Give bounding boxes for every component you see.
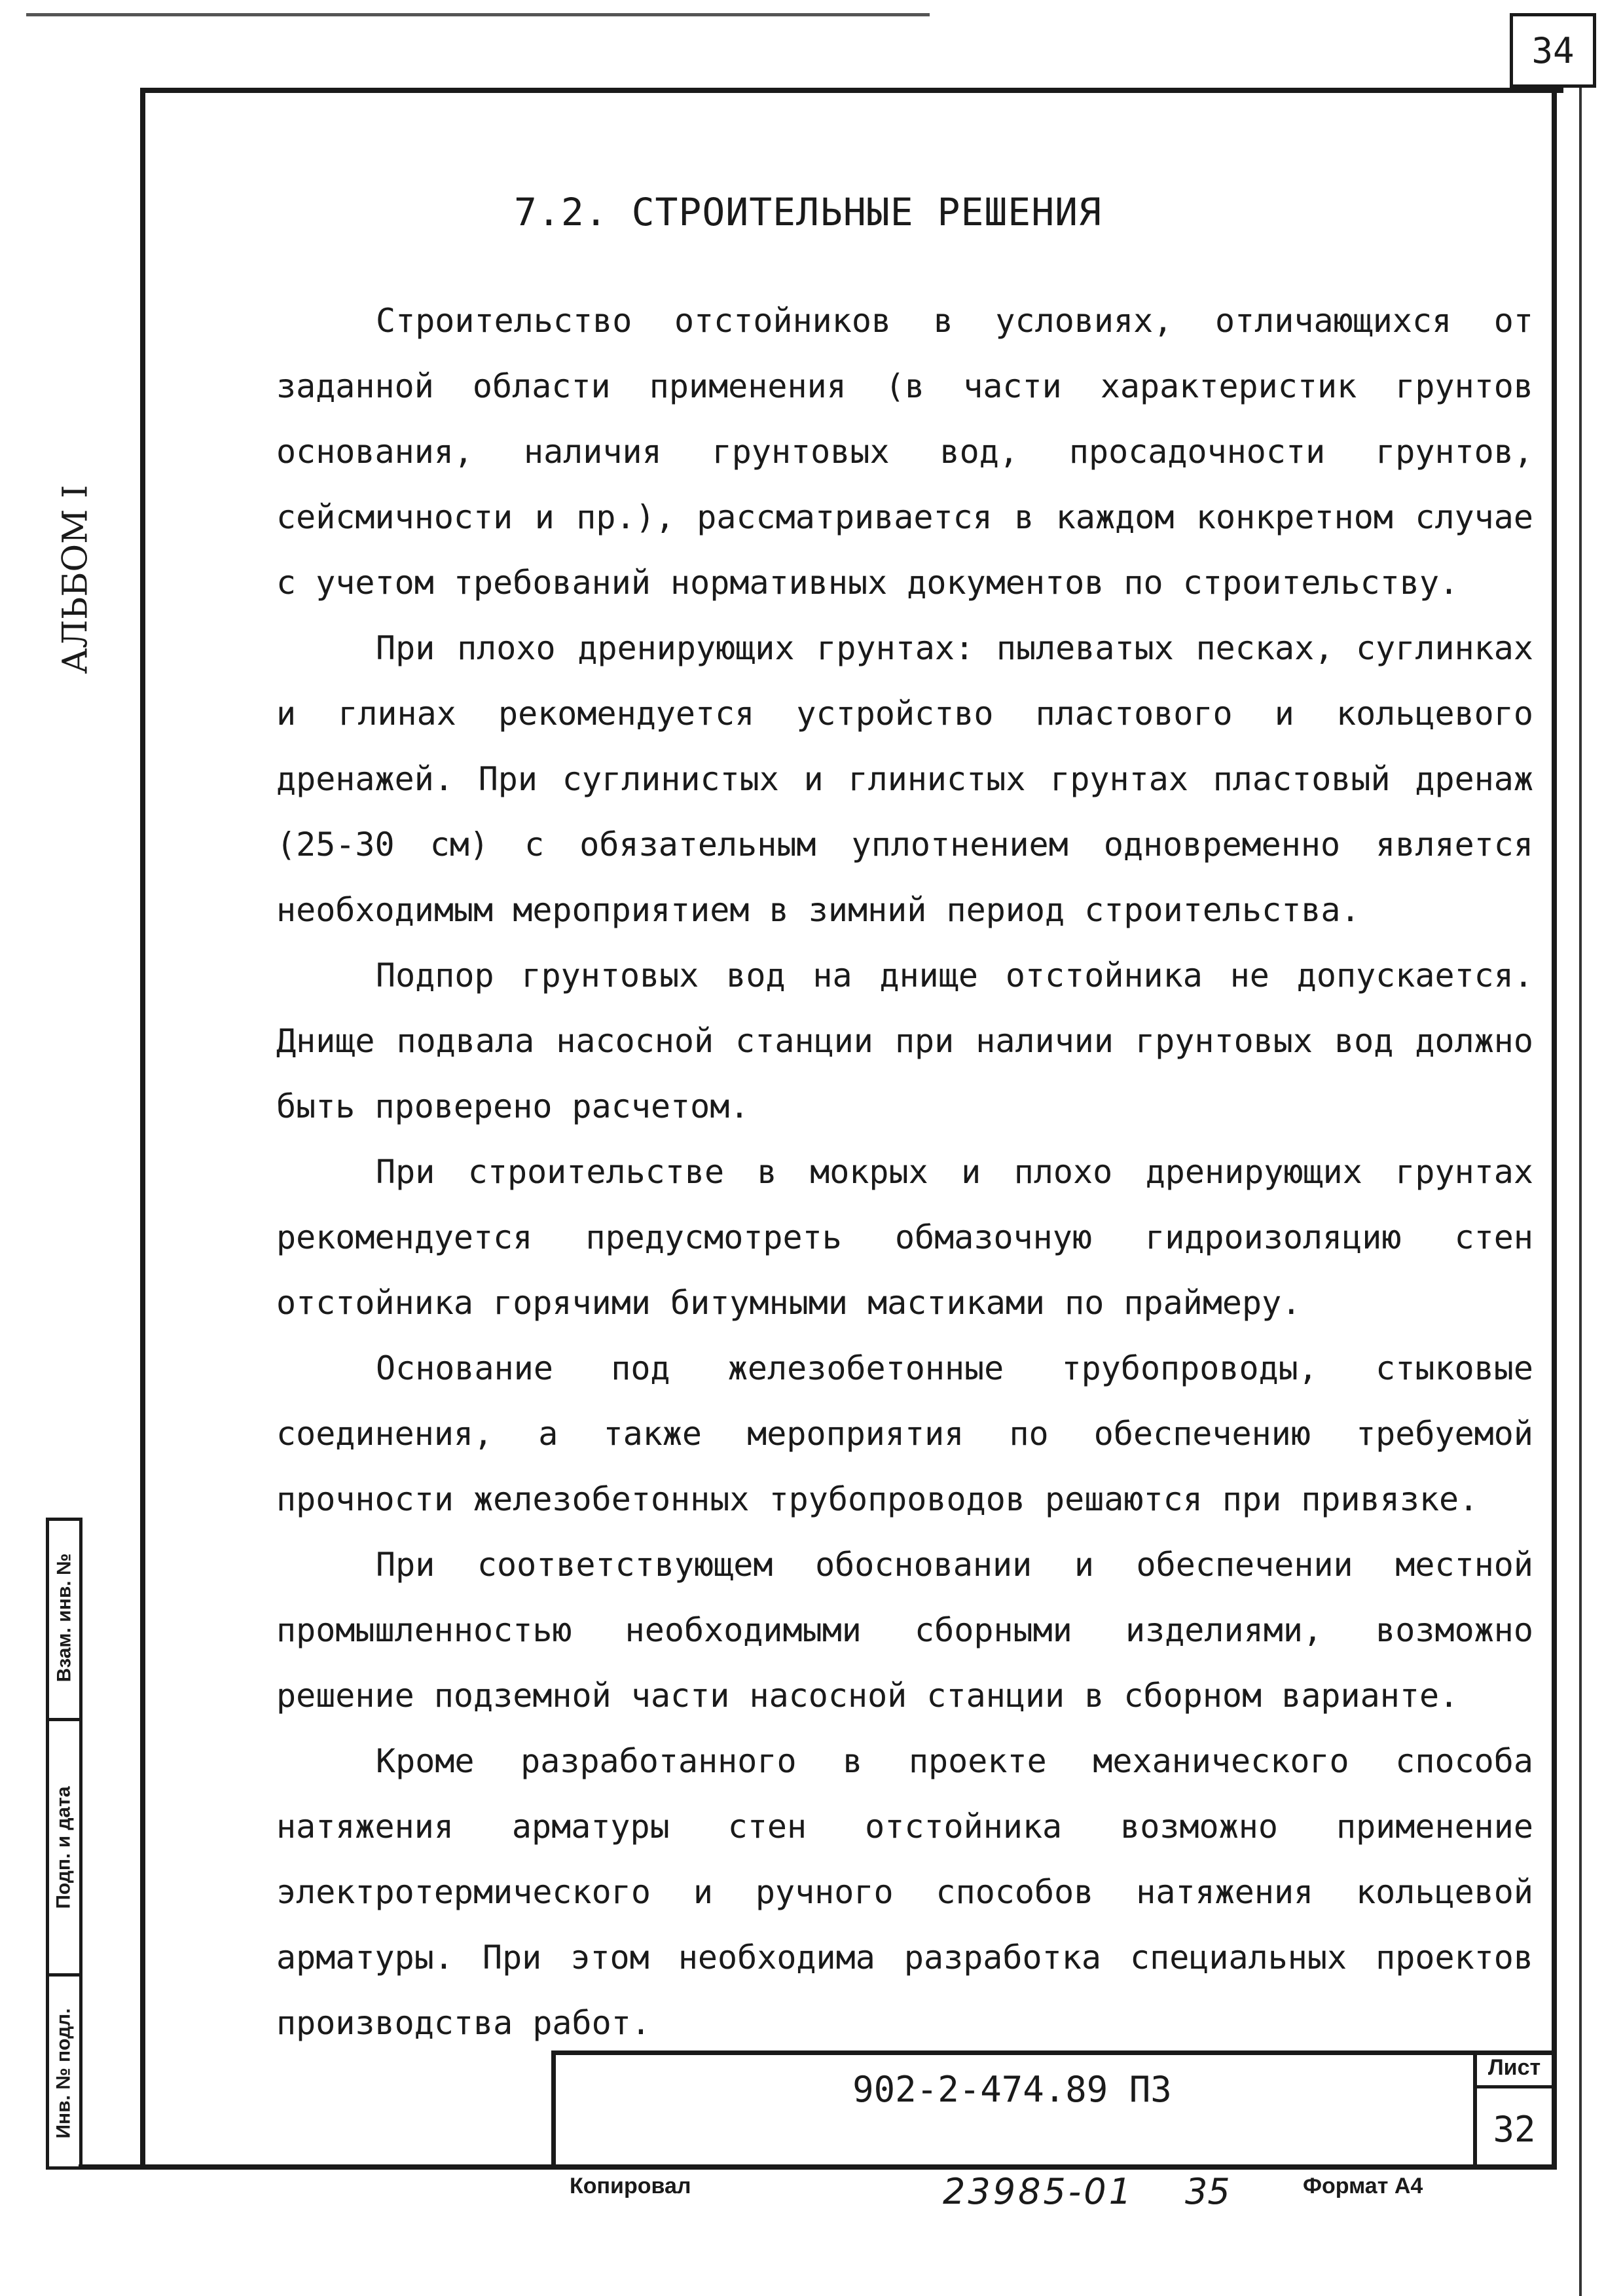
stamp-cell-original-inv bbox=[46, 1973, 82, 2170]
page-number-box bbox=[1510, 13, 1596, 88]
paragraph: Основание под железобетонные трубопроводы, стыковые соединения, а также мероприятия по обеспечению требуемой прочности железобетонных трубопроводов решаются при привязке. bbox=[276, 1349, 1533, 1518]
frame-top-border bbox=[143, 88, 1563, 93]
page-number: 34 bbox=[1531, 29, 1575, 71]
paragraph: Подпор грунтовых вод на днище отстойника не допускается. Днище подвала насосной станции при наличии грунтовых вод должно быть проверено расчетом. bbox=[276, 957, 1533, 1125]
sheet-label-cell bbox=[1473, 2050, 1552, 2088]
stamp-label-replacement-inv: Взам. инв. № bbox=[53, 1553, 75, 1683]
paragraph: При соответствующем обосновании и обеспечении местной промышленностью необходимыми сборными изделиями, возможно решение подземной части насосной станции в сборном варианте. bbox=[276, 1546, 1533, 1715]
stamp-cell-signature-date bbox=[46, 1718, 82, 1973]
scan-right-edge bbox=[1579, 88, 1582, 2296]
archive-number: 23985-01 bbox=[943, 2171, 1134, 2212]
sheet-number-cell bbox=[1473, 2088, 1552, 2170]
document-code: 902-2-474.89 ПЗ bbox=[852, 2069, 1172, 2110]
paragraph: Кроме разработанного в проекте механического способа натяжения арматуры стен отстойника возможно применение электротермического и ручного способов натяжения кольцевой арматуры. При этом необходима разработка специальных проектов производства работ. bbox=[276, 1742, 1533, 2042]
stamp-label-signature-date: Подп. и дата bbox=[53, 1785, 75, 1909]
paragraph: При строительстве в мокрых и плохо дренирующих грунтах рекомендуется предусмотреть обмазочную гидроизоляцию стен отстойника горячими битумными мастиками по праймеру. bbox=[276, 1153, 1533, 1322]
copied-by-label: Копировал bbox=[570, 2174, 691, 2198]
frame-left-border bbox=[140, 88, 145, 2170]
body-text bbox=[276, 288, 1533, 2056]
paragraph: Строительство отстойников в условиях, отличающихся от заданной области применения (в части характеристик грунтов основания, наличия грунтовых вод, просадочности грунтов, сейсмичности и пр.), рассматривается в каждом конкретном случае с учетом требований нормативных документов по строительству. bbox=[276, 302, 1533, 602]
scan-edge-line bbox=[26, 13, 930, 16]
sheet-label: Лист bbox=[1487, 2055, 1541, 2080]
paragraph: При плохо дренирующих грунтах: пылеватых песках, суглинках и глинах рекомендуется устройство пластового и кольцевого дренажей. При суглинистых и глинистых грунтах пластовый дренаж (25-30 см) с обязательным уплотнением одновременно является необходимым мероприятием в зимний период строительства. bbox=[276, 629, 1533, 929]
copy-count: 35 bbox=[1185, 2171, 1230, 2212]
section-title: 7.2. СТРОИТЕЛЬНЫЕ РЕШЕНИЯ bbox=[514, 190, 1102, 234]
frame-right-border bbox=[1552, 88, 1557, 2170]
album-label bbox=[26, 471, 124, 687]
sheet-number: 32 bbox=[1493, 2108, 1536, 2150]
paper-format-label: Формат А4 bbox=[1303, 2174, 1423, 2198]
album-label-text: АЛЬБОМ I bbox=[56, 484, 96, 674]
stamp-cell-replacement-inv bbox=[46, 1518, 82, 1718]
stamp-label-original-inv: Инв. № подл. bbox=[53, 2007, 75, 2139]
